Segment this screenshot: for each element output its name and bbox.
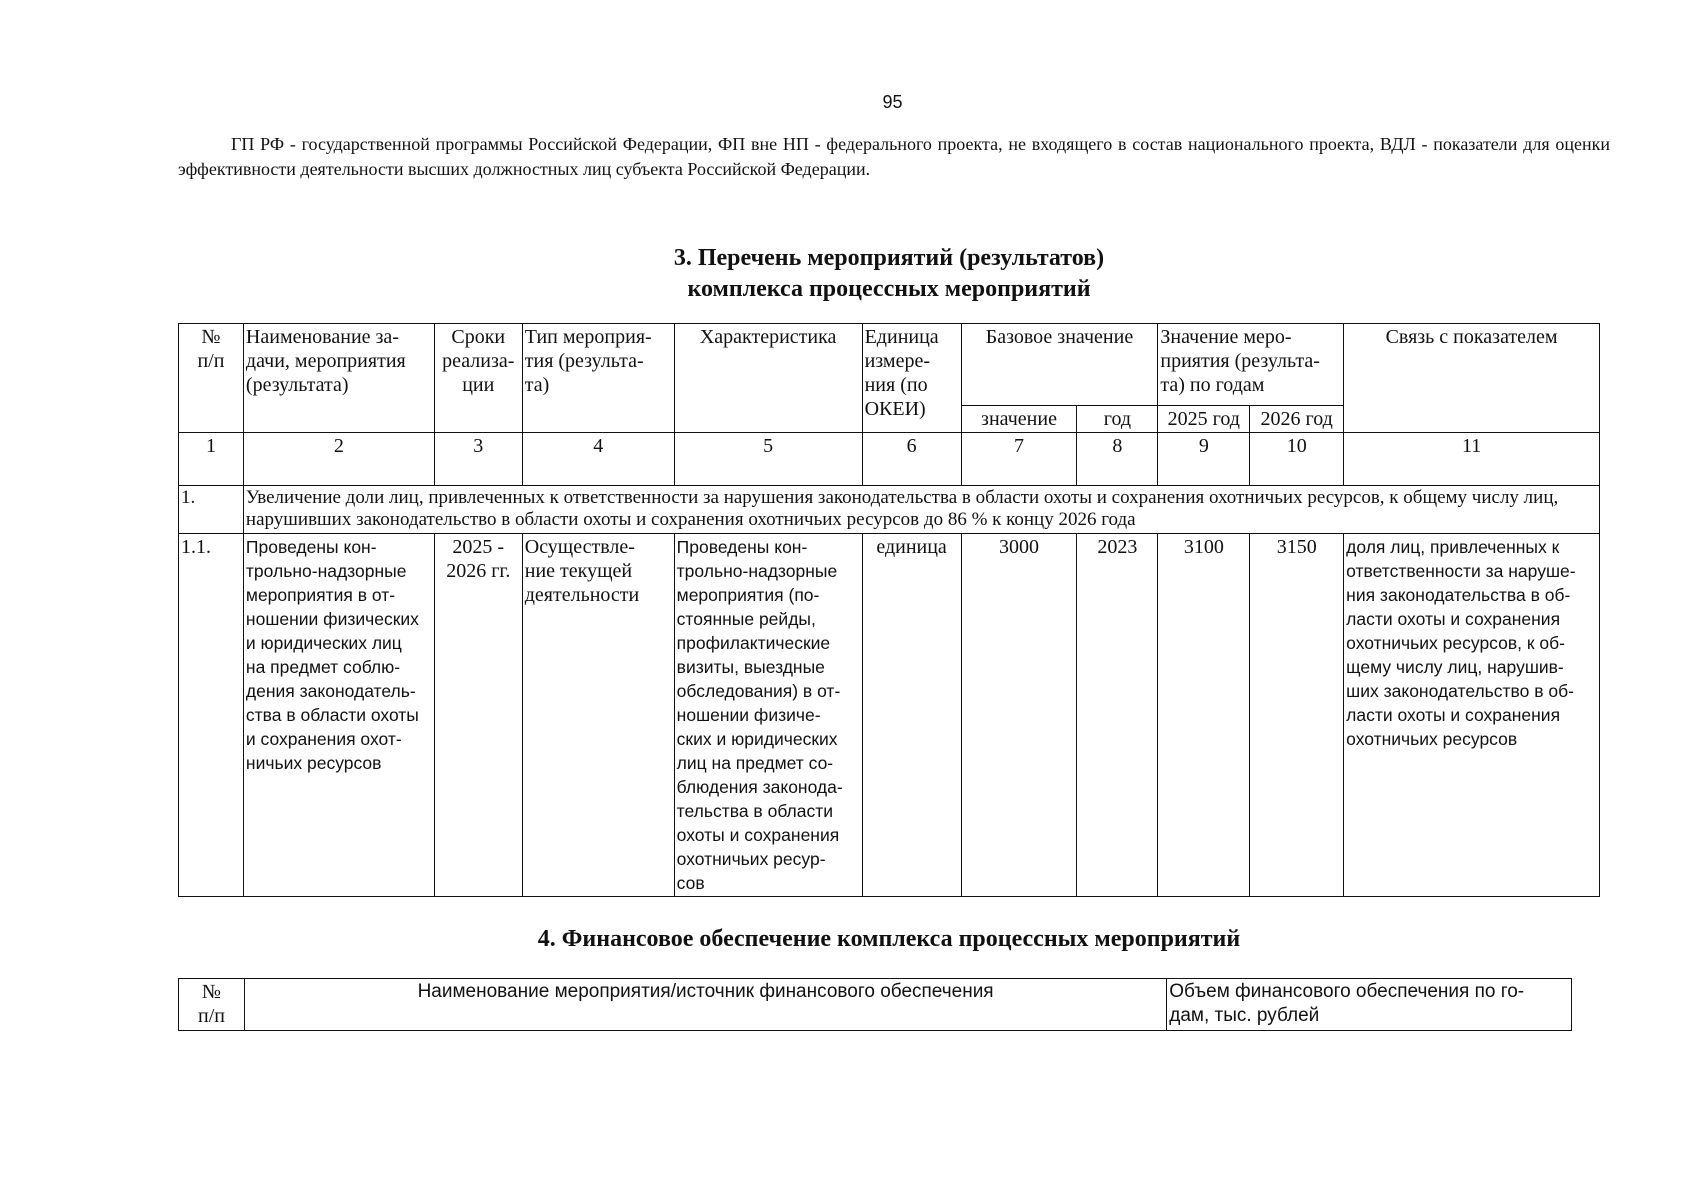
section-3-title-line-2: комплекса процессных мероприятий — [687, 276, 1091, 302]
financing-header-row — [179, 979, 1572, 1031]
column-number: 5 — [674, 433, 862, 486]
financing-header-name: Наименование мероприятия/источник финансового обеспечения — [244, 979, 1166, 1031]
header-link: Связь с показателем — [1344, 324, 1600, 433]
header-num: № п/п — [179, 324, 244, 433]
row-value-2026: 3150 — [1250, 534, 1344, 897]
column-number: 6 — [862, 433, 961, 486]
task-row — [179, 486, 1600, 534]
section-3-title — [178, 243, 1600, 305]
column-number: 1 — [179, 433, 244, 486]
header-base: Базовое значение — [961, 324, 1158, 406]
column-number: 7 — [961, 433, 1077, 486]
row-base-value: 3000 — [961, 534, 1077, 897]
row-link: доля лиц, привлеченных к ответственности за наруше- ния законодательства в об- ласти охоты и сохранения охотничьих ресурсов, к об- щему числу лиц, нарушив- ших законодательство в об- ласти охоты и сохранения охотничьих ресурсов — [1344, 534, 1600, 897]
column-number: 3 — [434, 433, 522, 486]
column-number: 2 — [243, 433, 434, 486]
column-number: 4 — [522, 433, 674, 486]
header-name: Наименование за- дачи, мероприятия (результата) — [243, 324, 434, 433]
financing-header-volume: Объем финансового обеспечения по го- дам, тыс. рублей — [1167, 979, 1572, 1031]
column-number: 8 — [1077, 433, 1158, 486]
header-base-year: год — [1077, 406, 1158, 433]
row-base-year: 2023 — [1077, 534, 1158, 897]
abbreviations-paragraph: ГП РФ - государственной программы Российской Федерации, ФП вне НП - федерального проекта, не входящего в состав национального проекта, ВДЛ - показатели для оценки эффективности деятельности высших должностных лиц субъекта Российской Федерации. — [178, 134, 1610, 179]
financing-header-num: № п/п — [179, 979, 245, 1031]
row-value-2025: 3100 — [1158, 534, 1250, 897]
measures-table — [178, 323, 1600, 897]
header-period: Сроки реализа- ции — [434, 324, 522, 433]
table-row — [179, 534, 1600, 897]
header-type: Тип мероприя- тия (результа- та) — [522, 324, 674, 433]
header-values-by-year: Значение меро- приятия (результа- та) по годам — [1158, 324, 1344, 406]
column-number: 10 — [1250, 433, 1344, 486]
table-header-row — [179, 324, 1600, 406]
row-unit: единица — [862, 534, 961, 897]
row-name: Проведены кон- трольно-надзорные мероприятия в от- ношении физических и юридических лиц на предмет соблю- дения законодатель- ства в области охоты и сохранения охот- ничьих ресурсов — [243, 534, 434, 897]
financing-table — [178, 978, 1572, 1031]
row-period: 2025 - 2026 гг. — [434, 534, 522, 897]
task-num: 1. — [179, 486, 244, 534]
header-year-2025: 2025 год — [1158, 406, 1250, 433]
task-text: Увеличение доли лиц, привлеченных к ответственности за нарушения законодательства в области охоты и сохранения охотничьих ресурсов, к общему числу лиц, нарушивших законодательство в области охоты и сохранения охотничьих ресурсов до 86 % к концу 2026 года — [243, 486, 1599, 534]
column-number: 11 — [1344, 433, 1600, 486]
section-4-title: 4. Финансовое обеспечение комплекса процессных мероприятий — [537, 926, 1241, 952]
page-number: 95 — [882, 92, 903, 112]
header-unit: Единица измере- ния (по ОКЕИ) — [862, 324, 961, 433]
header-year-2026: 2026 год — [1250, 406, 1344, 433]
header-characteristic: Характеристика — [674, 324, 862, 433]
row-num: 1.1. — [179, 534, 244, 897]
column-number: 9 — [1158, 433, 1250, 486]
row-characteristic: Проведены кон- трольно-надзорные мероприятия (по- стоянные рейды, профилактические визиты, выездные обследования) в от- ношении физиче- ских и юридических лиц на предмет со- блюдения законода- тельства в области охоты и сохранения охотничьих ресур- сов — [674, 534, 862, 897]
column-numbers-row — [179, 433, 1600, 486]
header-base-value: значение — [961, 406, 1077, 433]
row-type: Осуществле- ние текущей деятельности — [522, 534, 674, 897]
section-3-title-line-1: 3. Перечень мероприятий (результатов) — [673, 245, 1105, 271]
